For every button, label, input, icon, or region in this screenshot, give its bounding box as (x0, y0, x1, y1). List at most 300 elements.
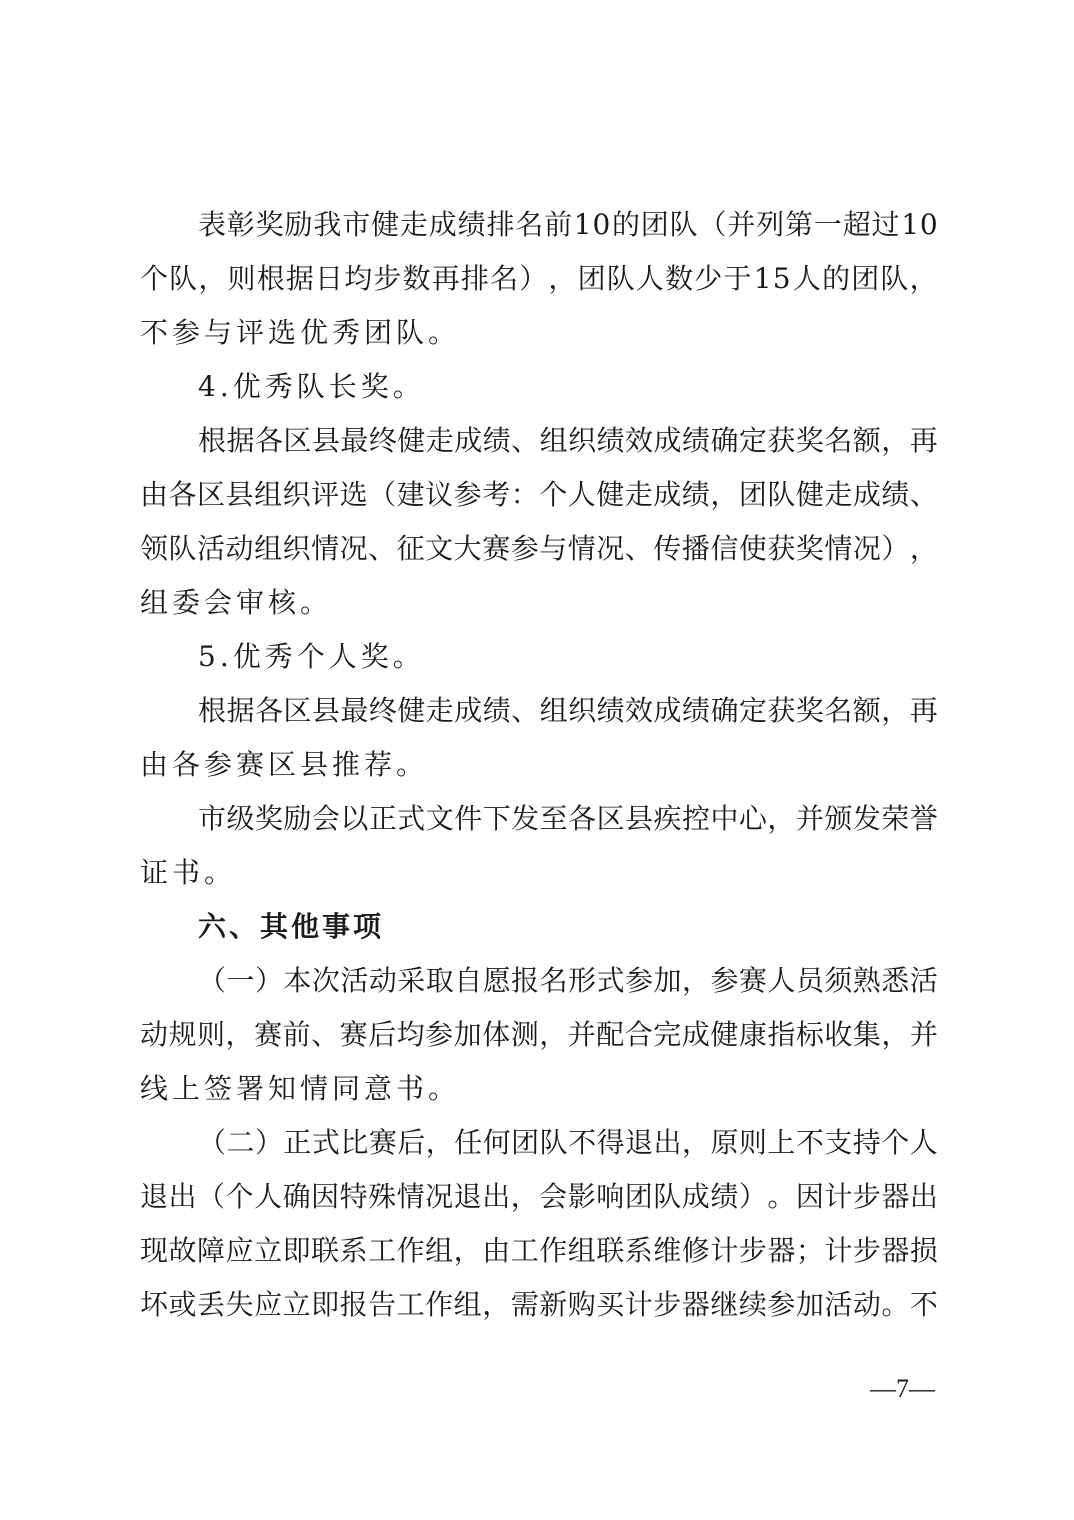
glyph: 1 (573, 208, 592, 241)
glyph: 需 (510, 1288, 539, 1321)
glyph: 绩 (881, 478, 910, 511)
glyph: 走 (624, 478, 653, 511)
glyph: 加 (795, 1288, 824, 1321)
glyph: 名 (490, 262, 519, 295)
glyph: 中 (710, 802, 739, 835)
glyph: 况 (425, 1180, 454, 1213)
glyph: 信 (710, 532, 739, 565)
glyph: 5 (772, 262, 791, 295)
glyph: 织 (282, 532, 311, 565)
glyph: 下 (482, 802, 511, 835)
glyph: 支 (824, 1126, 853, 1159)
glyph: 赛 (339, 1018, 368, 1051)
glyph: 列 (756, 208, 785, 241)
paragraph-line (140, 414, 938, 468)
glyph: （ (198, 1126, 227, 1159)
glyph: 采 (397, 964, 426, 997)
glyph: 区 (596, 802, 625, 835)
glyph: （ (698, 208, 727, 241)
glyph: 超 (842, 208, 871, 241)
glyph: ， (909, 262, 938, 295)
glyph: 次 (311, 964, 340, 997)
paragraph-line (140, 1224, 938, 1278)
glyph: 维 (653, 1234, 682, 1267)
glyph: 再 (431, 262, 460, 295)
glyph: 告 (368, 1288, 397, 1321)
glyph: 式 (397, 802, 426, 835)
glyph: ， (881, 694, 910, 727)
glyph: 播 (681, 532, 710, 565)
glyph: 走 (399, 208, 428, 241)
glyph: 绩 (681, 424, 710, 457)
glyph: 情 (396, 1180, 425, 1213)
glyph: 组 (539, 694, 568, 727)
glyph: 集 (852, 1018, 881, 1051)
paragraph-line (140, 792, 938, 846)
glyph: 立 (282, 1288, 311, 1321)
paragraph-line (140, 576, 938, 630)
glyph: 失 (225, 1288, 254, 1321)
glyph: 员 (795, 964, 824, 997)
glyph: 县 (311, 424, 340, 457)
glyph: 器 (767, 1234, 796, 1267)
glyph: 获 (767, 424, 796, 457)
glyph: 颁 (824, 802, 853, 835)
glyph: 控 (681, 802, 710, 835)
glyph: 队 (880, 262, 909, 295)
glyph: 则 (738, 1126, 767, 1159)
glyph: 人 (567, 478, 596, 511)
glyph: 参 (710, 964, 739, 997)
glyph: 并 (567, 1018, 596, 1051)
glyph: 终 (368, 694, 397, 727)
glyph: 后 (397, 1126, 426, 1159)
line-text: 证书。 (140, 856, 237, 889)
glyph: 绩 (457, 208, 486, 241)
glyph: 绩 (681, 478, 710, 511)
glyph: 。 (881, 1288, 910, 1321)
glyph: 、 (511, 424, 540, 457)
glyph: ， (548, 262, 577, 295)
glyph: 各 (254, 424, 283, 457)
glyph: 标 (795, 1018, 824, 1051)
glyph: 器 (881, 1234, 910, 1267)
glyph: 励 (284, 208, 313, 241)
glyph: 原 (710, 1126, 739, 1159)
glyph: 据 (226, 424, 255, 457)
glyph: 愿 (482, 964, 511, 997)
glyph: 购 (567, 1288, 596, 1321)
glyph: 继 (710, 1288, 739, 1321)
glyph: 丢 (197, 1288, 226, 1321)
glyph: 定 (738, 694, 767, 727)
glyph: 健 (596, 478, 625, 511)
line-text: 组委会审核。 (140, 586, 333, 619)
glyph: 步 (373, 262, 402, 295)
glyph: 况 (852, 532, 881, 565)
glyph: 团 (624, 1180, 653, 1213)
glyph: ， (681, 964, 710, 997)
glyph: 据 (226, 694, 255, 727)
glyph: 得 (596, 1126, 625, 1159)
glyph: 出 (482, 1180, 511, 1213)
glyph: 团 (851, 262, 880, 295)
glyph: 个 (881, 1126, 910, 1159)
glyph: 考 (482, 478, 511, 511)
glyph: 现 (140, 1234, 169, 1267)
glyph: 不 (568, 1126, 597, 1159)
paragraph-line (140, 1170, 938, 1224)
line-text: 5.优秀个人奖。 (198, 640, 425, 673)
glyph: 团 (640, 208, 669, 241)
glyph: 况 (596, 532, 625, 565)
glyph: 比 (340, 1126, 369, 1159)
glyph: 出 (653, 1126, 682, 1159)
glyph: 动 (225, 532, 254, 565)
glyph: 二 (226, 1126, 255, 1159)
glyph: 持 (852, 1126, 881, 1159)
glyph: 再 (909, 424, 938, 457)
glyph: 绩 (596, 424, 625, 457)
glyph: 何 (482, 1126, 511, 1159)
glyph: 的 (822, 262, 851, 295)
glyph: 0 (592, 208, 611, 241)
glyph: 正 (283, 1126, 312, 1159)
glyph: 成 (653, 694, 682, 727)
glyph: 队 (767, 478, 796, 511)
glyph: 一 (813, 208, 842, 241)
glyph: ， (881, 1018, 910, 1051)
glyph: 个 (225, 1180, 254, 1213)
glyph: 步 (852, 1234, 881, 1267)
glyph: 联 (596, 1234, 625, 1267)
glyph: 因 (795, 1180, 824, 1213)
glyph: 计 (824, 1234, 853, 1267)
glyph: 配 (596, 1018, 625, 1051)
glyph: 排 (486, 208, 515, 241)
glyph: 体 (482, 1018, 511, 1051)
glyph: 参 (625, 964, 654, 997)
glyph: ） (881, 532, 910, 565)
glyph: 文 (425, 802, 454, 835)
paragraph-line (140, 684, 938, 738)
glyph: 各 (568, 802, 597, 835)
glyph: 会 (311, 802, 340, 835)
glyph: 名 (515, 208, 544, 241)
glyph: （ (368, 478, 397, 511)
glyph: 退 (453, 1180, 482, 1213)
paragraph-line (140, 306, 938, 360)
glyph: 最 (340, 424, 369, 457)
glyph: 队 (168, 532, 197, 565)
glyph: 根 (198, 694, 227, 727)
glyph: 报 (339, 1288, 368, 1321)
glyph: 绩 (681, 694, 710, 727)
glyph: 发 (852, 802, 881, 835)
glyph: 走 (425, 694, 454, 727)
glyph: 即 (311, 1288, 340, 1321)
glyph: 定 (738, 424, 767, 457)
glyph: 发 (511, 802, 540, 835)
glyph: 确 (282, 1180, 311, 1213)
glyph: 各 (168, 478, 197, 511)
glyph: 心 (738, 802, 767, 835)
glyph: 应 (225, 1234, 254, 1267)
glyph: ： (510, 478, 539, 511)
glyph: 走 (425, 424, 454, 457)
glyph: ， (198, 262, 227, 295)
paragraph-line (140, 954, 938, 1008)
glyph: 。 (767, 1180, 796, 1213)
paragraph-line (140, 1278, 938, 1332)
glyph: 最 (340, 694, 369, 727)
glyph: 应 (254, 1288, 283, 1321)
glyph: 名 (824, 694, 853, 727)
glyph: ， (539, 1018, 568, 1051)
glyph: 区 (283, 424, 312, 457)
glyph: 彰 (226, 208, 255, 241)
glyph: 后 (368, 1018, 397, 1051)
glyph: 作 (396, 1234, 425, 1267)
glyph: ， (425, 1126, 454, 1159)
page-number: —7— (870, 1374, 935, 1403)
glyph: 名 (539, 964, 568, 997)
glyph: 赛 (482, 532, 511, 565)
line-text: 4.优秀队长奖。 (198, 370, 425, 403)
glyph: 队 (606, 262, 635, 295)
glyph: 式 (311, 1126, 340, 1159)
glyph: 奖 (795, 424, 824, 457)
glyph: 故 (168, 1234, 197, 1267)
glyph: 成 (681, 1018, 710, 1051)
glyph: 即 (282, 1234, 311, 1267)
glyph: 出 (168, 1180, 197, 1213)
glyph: 再 (909, 694, 938, 727)
glyph: 成 (428, 208, 457, 241)
glyph: 报 (511, 964, 540, 997)
glyph: ， (453, 1234, 482, 1267)
paragraph-line (140, 846, 938, 900)
section-subheading (140, 360, 938, 414)
paragraph-line (140, 1008, 938, 1062)
paragraph-line (140, 252, 938, 306)
glyph: 过 (871, 208, 900, 241)
glyph: ， (881, 424, 910, 457)
glyph: 均 (396, 1018, 425, 1051)
glyph: 日 (315, 262, 344, 295)
glyph: 0 (919, 208, 938, 241)
glyph: 况 (339, 532, 368, 565)
glyph: 步 (738, 1234, 767, 1267)
glyph: 我 (313, 208, 342, 241)
glyph: 疾 (653, 802, 682, 835)
glyph: 第 (785, 208, 814, 241)
glyph: 励 (283, 802, 312, 835)
glyph: 1 (753, 262, 772, 295)
glyph: 县 (225, 478, 254, 511)
glyph: 个 (140, 262, 169, 295)
glyph: 、 (311, 1018, 340, 1051)
glyph: 续 (738, 1288, 767, 1321)
glyph: 计 (710, 1234, 739, 1267)
glyph: ， (225, 1018, 254, 1051)
glyph: ） (254, 1126, 283, 1159)
glyph: 选 (339, 478, 368, 511)
glyph: 奖 (795, 532, 824, 565)
glyph: 情 (567, 532, 596, 565)
glyph: ） (519, 262, 548, 295)
glyph: 表 (198, 208, 227, 241)
glyph: 组 (254, 532, 283, 565)
glyph: 本 (283, 964, 312, 997)
glyph: 赛 (738, 964, 767, 997)
glyph: 系 (624, 1234, 653, 1267)
glyph: 健 (397, 424, 426, 457)
glyph: 情 (311, 532, 340, 565)
glyph: 系 (339, 1234, 368, 1267)
glyph: 数 (665, 262, 694, 295)
glyph: 人 (767, 964, 796, 997)
glyph: 件 (454, 802, 483, 835)
glyph: 器 (881, 1180, 910, 1213)
glyph: 传 (653, 532, 682, 565)
glyph: 人 (792, 262, 821, 295)
glyph: 奖 (254, 802, 283, 835)
glyph: 买 (596, 1288, 625, 1321)
glyph: 式 (596, 964, 625, 997)
glyph: 并 (727, 208, 756, 241)
glyph: 成 (852, 478, 881, 511)
glyph: ， (909, 532, 938, 565)
paragraph-line (140, 198, 938, 252)
glyph: 前 (544, 208, 573, 241)
glyph: 任 (454, 1126, 483, 1159)
glyph: 作 (425, 1288, 454, 1321)
glyph: 指 (767, 1018, 796, 1051)
glyph: 建 (396, 478, 425, 511)
glyph: ， (710, 478, 739, 511)
glyph: 参 (767, 1288, 796, 1321)
glyph: 动 (140, 1018, 169, 1051)
glyph: 影 (567, 1180, 596, 1213)
glyph: 团 (577, 262, 606, 295)
glyph: 取 (425, 964, 454, 997)
glyph: 测 (510, 1018, 539, 1051)
glyph: ， (510, 1180, 539, 1213)
glyph: 织 (568, 424, 597, 457)
glyph: 计 (624, 1288, 653, 1321)
glyph: 额 (852, 424, 881, 457)
glyph: 绩 (482, 424, 511, 457)
paragraph-line (140, 738, 938, 792)
glyph: 人 (909, 1126, 938, 1159)
glyph: 征 (396, 532, 425, 565)
glyph: 县 (311, 694, 340, 727)
glyph: 、 (624, 532, 653, 565)
glyph: 退 (625, 1126, 654, 1159)
glyph: 立 (254, 1234, 283, 1267)
section-subheading (140, 630, 938, 684)
glyph: 工 (510, 1234, 539, 1267)
glyph: 则 (227, 262, 256, 295)
glyph: 参 (510, 532, 539, 565)
glyph: 联 (311, 1234, 340, 1267)
glyph: 赛 (368, 1126, 397, 1159)
glyph: 器 (681, 1288, 710, 1321)
glyph: 自 (454, 964, 483, 997)
glyph: 以 (340, 802, 369, 835)
glyph: 完 (653, 1018, 682, 1051)
glyph: 绩 (710, 1180, 739, 1213)
glyph: 活 (909, 964, 938, 997)
glyph: 规 (168, 1018, 197, 1051)
glyph: 健 (371, 208, 400, 241)
glyph: 于 (723, 262, 752, 295)
glyph: 步 (653, 1288, 682, 1321)
glyph: 组 (425, 1234, 454, 1267)
glyph: 成 (653, 478, 682, 511)
glyph: 悉 (881, 964, 910, 997)
glyph: 出 (909, 1180, 938, 1213)
glyph: 市 (342, 208, 371, 241)
glyph: 的 (611, 208, 640, 241)
glyph: 不 (909, 1288, 938, 1321)
glyph: 与 (539, 532, 568, 565)
glyph: 额 (852, 694, 881, 727)
glyph: 计 (824, 1180, 853, 1213)
glyph: ， (681, 1126, 710, 1159)
glyph: 排 (460, 262, 489, 295)
glyph: ； (795, 1234, 824, 1267)
glyph: 走 (824, 478, 853, 511)
glyph: 据 (285, 262, 314, 295)
glyph: 团 (738, 478, 767, 511)
glyph: 效 (625, 424, 654, 457)
glyph: 由 (140, 478, 169, 511)
glyph: （ (198, 964, 227, 997)
paragraph-line (140, 1116, 938, 1170)
glyph: 作 (539, 1234, 568, 1267)
glyph: 织 (282, 478, 311, 511)
glyph: 名 (824, 424, 853, 457)
glyph: 各 (254, 694, 283, 727)
glyph: 活 (824, 1288, 853, 1321)
glyph: 形 (568, 964, 597, 997)
glyph: 队 (669, 208, 698, 241)
glyph: 荣 (881, 802, 910, 835)
glyph: 成 (454, 424, 483, 457)
glyph: 健 (710, 1018, 739, 1051)
glyph: 参 (453, 478, 482, 511)
glyph: 确 (710, 424, 739, 457)
glyph: 誉 (909, 802, 938, 835)
glyph: 障 (197, 1234, 226, 1267)
glyph: 、 (909, 478, 938, 511)
glyph: 区 (197, 478, 226, 511)
glyph: 成 (454, 694, 483, 727)
glyph: 、 (368, 532, 397, 565)
glyph: 由 (482, 1234, 511, 1267)
glyph: 少 (694, 262, 723, 295)
glyph: 特 (339, 1180, 368, 1213)
glyph: ） (738, 1180, 767, 1213)
paragraph-line (140, 522, 938, 576)
glyph: 至 (539, 802, 568, 835)
glyph: 评 (311, 478, 340, 511)
glyph: 损 (909, 1234, 938, 1267)
glyph: 合 (624, 1018, 653, 1051)
glyph: 健 (397, 694, 426, 727)
